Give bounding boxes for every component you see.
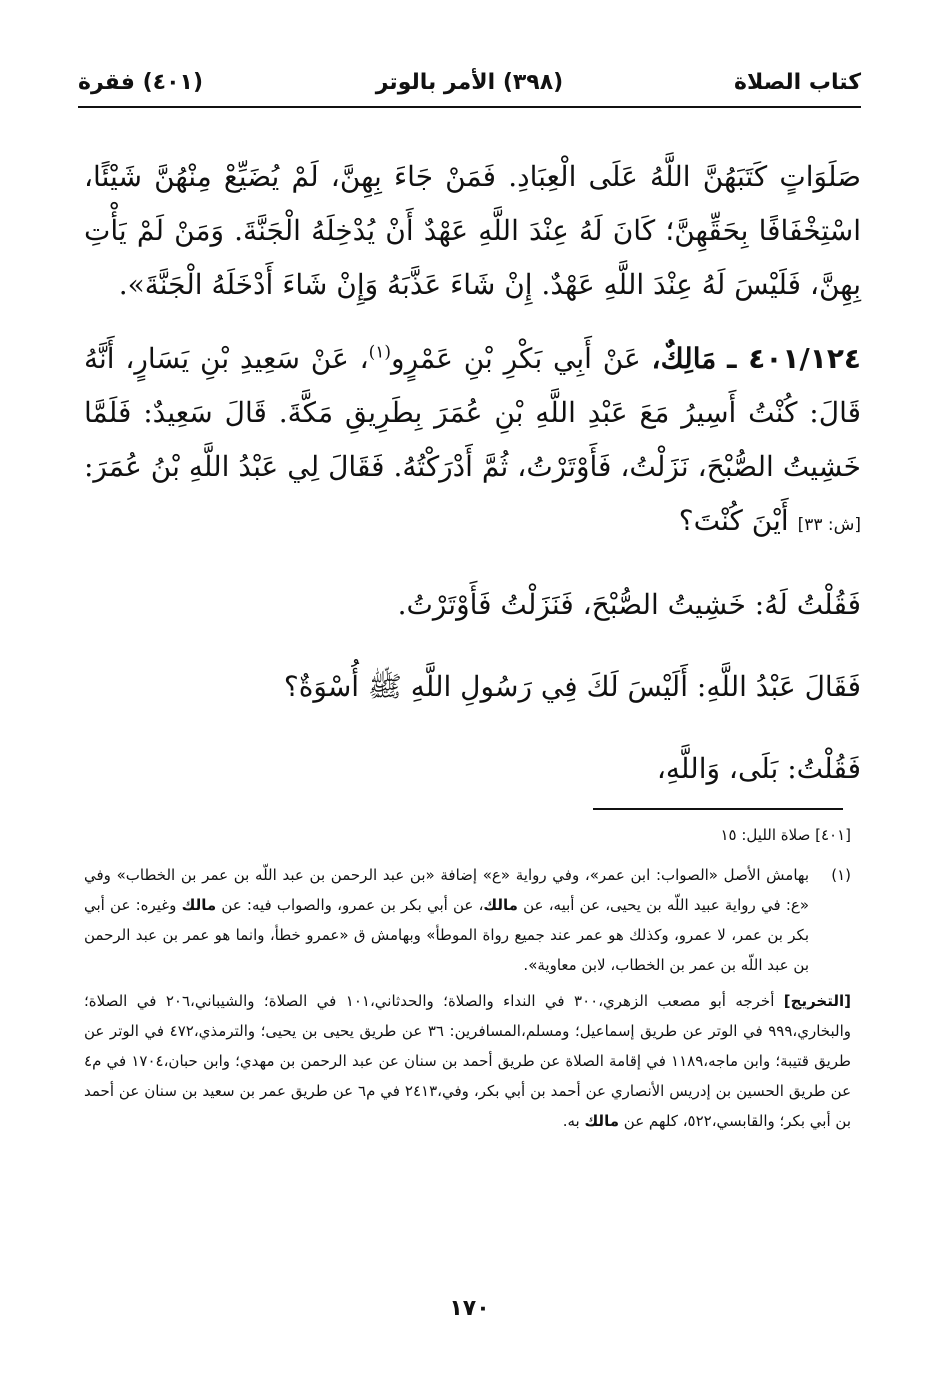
isnad-text: عَنْ أَبِي بَكْرِ بْنِ عَمْرٍو	[391, 342, 641, 375]
intro-paragraph: صَلَوَاتٍ كَتَبَهُنَّ اللَّهُ عَلَى الْعِبَادِ. فَمَنْ جَاءَ بِهِنَّ، لَمْ يُضَيِّعْ مِنْهُنَّ شَيْئًا، اسْتِخْفَافًا بِحَقِّهِنَّ؛ كَانَ لَهُ عِنْدَ اللَّهِ عَهْدٌ أَنْ يُدْخِلَهُ الْجَنَّةَ. وَمَنْ لَمْ يَأْتِ بِهِنَّ، فَلَيْسَ لَهُ عِنْدَ اللَّهِ عَهْدٌ. إِنْ شَاءَ عَذَّبَهُ وَإِنْ شَاءَ أَدْخَلَهُ الْجَنَّةَ».	[84, 160, 861, 301]
footnote-marker: (١)	[368, 342, 392, 363]
takhrij-note	[84, 986, 851, 1136]
footnote-1	[84, 860, 851, 980]
malik-name: مالك	[584, 1112, 619, 1130]
takhrij-text: أخرجه أبو مصعب الزهري،٣٠٠ في النداء والصلاة؛ والحدثاني،١٠١ في الصلاة؛ والشيباني،٢٠٦ في الصلاة؛ والبخاري،٩٩٩ في الوتر عن طريق إسماعيل؛ ومسلم،المسافرين: ٣٦ عن طريق يحيى بن يحيى؛ والترمذي،٤٧٢ في الوتر عن طريق قتيبة؛ وابن ماجه،١١٨٩ في إقامة الصلاة عن طريق أحمد بن سنان عن عبد الرحمن بن مهدي؛ وابن حبان،١٧٠٤ في م٤ عن طريق الحسين بن إدريس الأنصاري عن أحمد بن أبي بكر، وفي،٢٤١٣ في م٦ عن طريق عمر بن سعيد بن سنان عن أحمد بن أبي بكر؛ والقابسي،٥٢٢، كلهم عن	[84, 992, 852, 1130]
running-header	[78, 70, 861, 100]
dialog-line: فَقُلْتُ لَهُ: خَشِيتُ الصُّبْحَ، فَنَزَلْتُ فَأَوْتَرْتُ.	[397, 588, 861, 621]
hadith-paragraph	[84, 332, 861, 552]
page-reference: [ش: ٣٣]	[797, 515, 861, 535]
footnote-1-body	[84, 860, 809, 980]
footnote-1-text: ، عن أبي بكر بن عمرو، والصواب فيه: عن	[221, 896, 484, 914]
hadith-number: ٤٠١/١٢٤ ـ	[727, 342, 861, 375]
matn-text: ، عَنْ سَعِيدِ بْنِ يَسَارٍ، أَنَّهُ قَالَ: كُنْتُ أَسِيرُ مَعَ عَبْدِ اللَّهِ بْنِ عُمَرَ بِطَرِيقِ مَكَّةَ. قَالَ سَعِيدٌ: فَلَمَّا خَشِيتُ الصُّبْحَ، نَزَلْتُ، فَأَوْتَرْتُ، ثُمَّ أَدْرَكْتُهُ. فَقَالَ لِي عَبْدُ اللَّهِ بْنُ عُمَرَ:	[84, 342, 861, 483]
question-text: أَيْنَ كُنْتَ؟	[678, 504, 789, 537]
footnotes	[84, 820, 851, 1136]
takhrij-end: به.	[562, 1112, 580, 1130]
footnote-1-text: بهامش الأصل «الصواب: ابن عمر»، وفي رواية «ع» إضافة «بن عبد الرحمن بن عبد اللّه بن عمر بن الخطاب» وفي «ع: في رواية عبيد اللّه بن يحيى، عن أبيه، عن	[84, 866, 809, 914]
header-paragraph-number: (٤٠١) فقرة	[78, 70, 203, 95]
malik-name: مالك	[483, 896, 518, 914]
takhrij-label: [التخريج]	[783, 992, 851, 1010]
dialog-line: فَقَالَ عَبْدُ اللَّهِ: أَلَيْسَ لَكَ فِي رَسُولِ اللَّهِ ﷺ أُسْوَةٌ؟	[283, 670, 861, 703]
main-text	[84, 150, 861, 796]
source-reference: [٤٠١] صلاة الليل: ١٥	[720, 826, 851, 844]
footnote-divider	[593, 808, 843, 810]
malik-name: مالك	[181, 896, 217, 914]
header-divider	[78, 106, 861, 108]
footnote-1-text: وغيره: عن أبي بكر بن عمر، لا عمرو، وكذلك هو عمر عند جميع رواة الموطأ» وبهامش ق «عمرو خطأ، وانما هو عمر بن عبد الرحمن بن عبد اللّه بن عمر بن الخطاب، لابن معاوية».	[84, 896, 809, 974]
dialog-line: فَقُلْتُ: بَلَى، وَاللَّهِ،	[656, 752, 861, 785]
narrator-name: مَالِكٌ،	[651, 342, 717, 375]
header-chapter-title: (٣٩٨) الأمر بالوتر	[375, 70, 564, 95]
header-book-title: كتاب الصلاة	[734, 70, 861, 95]
footnote-1-marker: (١)	[831, 866, 851, 884]
page-number: ١٧٠	[449, 1296, 490, 1321]
